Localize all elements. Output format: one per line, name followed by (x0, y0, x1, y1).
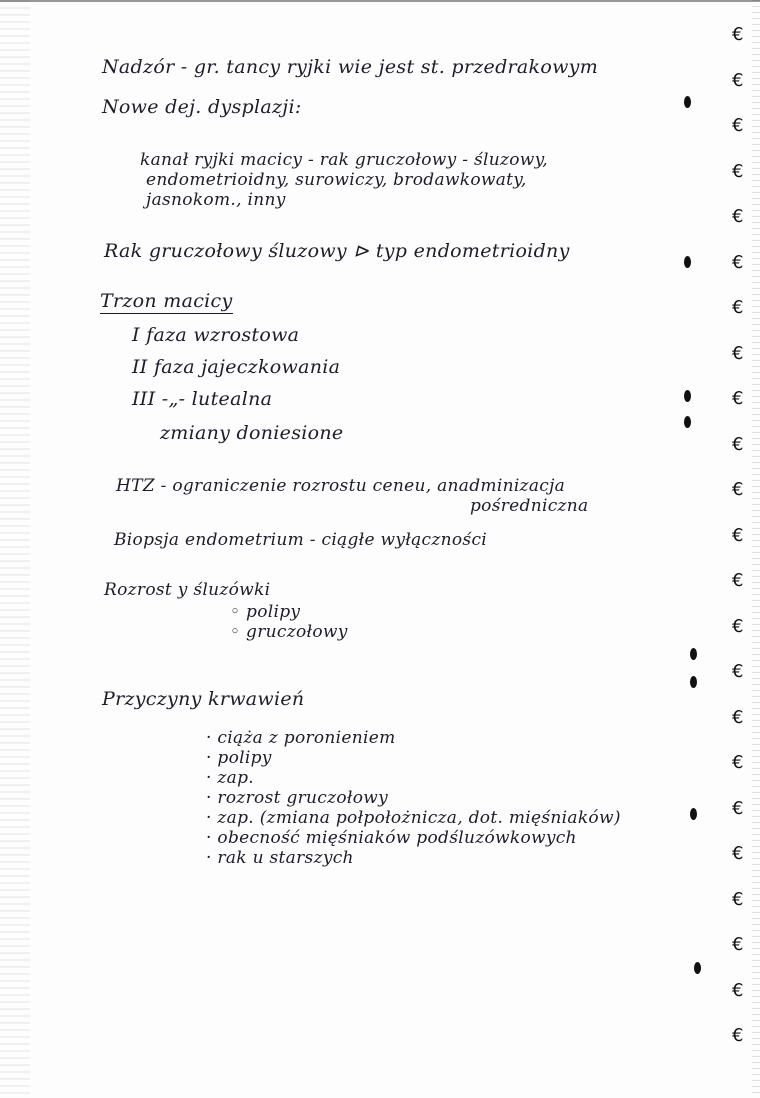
note-line: ◦ gruczołowy (230, 622, 348, 642)
note-line: · polipy (206, 748, 272, 768)
scan-noise-left (0, 0, 30, 1098)
margin-spiral-mark: € (732, 251, 744, 273)
binder-hole (684, 416, 691, 428)
section-heading: Trzon macicy (100, 290, 233, 312)
margin-spiral-mark: € (732, 433, 744, 455)
note-line: Biopsja endometrium - ciągłe wyłączności (114, 530, 488, 550)
binder-hole (684, 256, 691, 268)
margin-spiral-mark: € (732, 934, 744, 955)
margin-spiral-mark: € (732, 888, 744, 910)
margin-spiral-mark: € (732, 297, 744, 318)
margin-spiral-mark: € (732, 69, 744, 91)
margin-spiral-mark: € (732, 843, 744, 864)
margin-spiral-mark: € (732, 706, 744, 728)
margin-spiral-mark: € (732, 570, 744, 591)
note-line: I faza wzrostowa (132, 324, 300, 346)
binder-hole (684, 96, 691, 108)
note-line: ◦ polipy (230, 602, 301, 622)
note-line: · rak u starszych (206, 848, 354, 868)
scan-noise-right (752, 0, 760, 1098)
margin-spiral-mark: € (732, 661, 744, 682)
note-line: kanał ryjki macicy - rak gruczołowy - śluzowy, (140, 150, 548, 170)
section-heading: Przyczyny krwawień (102, 688, 305, 710)
note-line: Nadzór - gr. tancy ryjki wie jest st. przedrakowym (102, 56, 599, 78)
margin-spiral-mark: € (732, 797, 744, 819)
note-line: zmiany doniesione (160, 422, 344, 444)
binder-hole (690, 676, 697, 688)
note-line: Rak gruczołowy śluzowy ⊳ typ endometrioidny (104, 240, 570, 262)
note-line: Rozrost y śluzówki (104, 580, 271, 600)
margin-spiral-mark: € (732, 524, 744, 546)
margin-spiral-mark: € (732, 206, 744, 227)
margin-spiral-mark: € (732, 752, 744, 773)
note-line: · zap. (206, 768, 254, 788)
note-line: Nowe dej. dysplazji: (102, 96, 302, 118)
margin-spiral-mark: € (732, 479, 744, 500)
note-line: · obecność mięśniaków podśluzówkowych (206, 828, 577, 848)
note-line: endometrioidny, surowiczy, brodawkowaty, (146, 170, 527, 190)
note-line: jasnokom., inny (146, 190, 286, 210)
margin-spiral-mark: € (732, 342, 744, 364)
margin-spiral-mark: € (732, 615, 744, 637)
binder-hole (690, 648, 697, 660)
note-line: · rozrost gruczołowy (206, 788, 389, 808)
margin-spiral-mark: € (732, 24, 744, 45)
margin-spiral-mark: € (732, 160, 744, 182)
margin-spiral-mark: € (732, 1025, 744, 1046)
margin-spiral-mark: € (732, 388, 744, 409)
binder-hole (690, 808, 697, 820)
note-line: · zap. (zmiana połpołożnicza, dot. mięśniaków) (206, 808, 621, 828)
note-line: · ciąża z poronieniem (206, 728, 396, 748)
binder-hole (694, 962, 701, 974)
binder-hole (684, 390, 691, 402)
note-line: pośredniczna (470, 496, 589, 516)
margin-spiral-mark: € (732, 979, 744, 1001)
note-line: HTZ - ograniczenie rozrostu ceneu, anadminizacja (116, 476, 566, 496)
note-line: II faza jajeczkowania (132, 356, 341, 378)
note-line: III -„- lutealna (132, 388, 273, 410)
margin-spiral-mark: € (732, 115, 744, 136)
scan-top-edge (0, 0, 760, 2)
